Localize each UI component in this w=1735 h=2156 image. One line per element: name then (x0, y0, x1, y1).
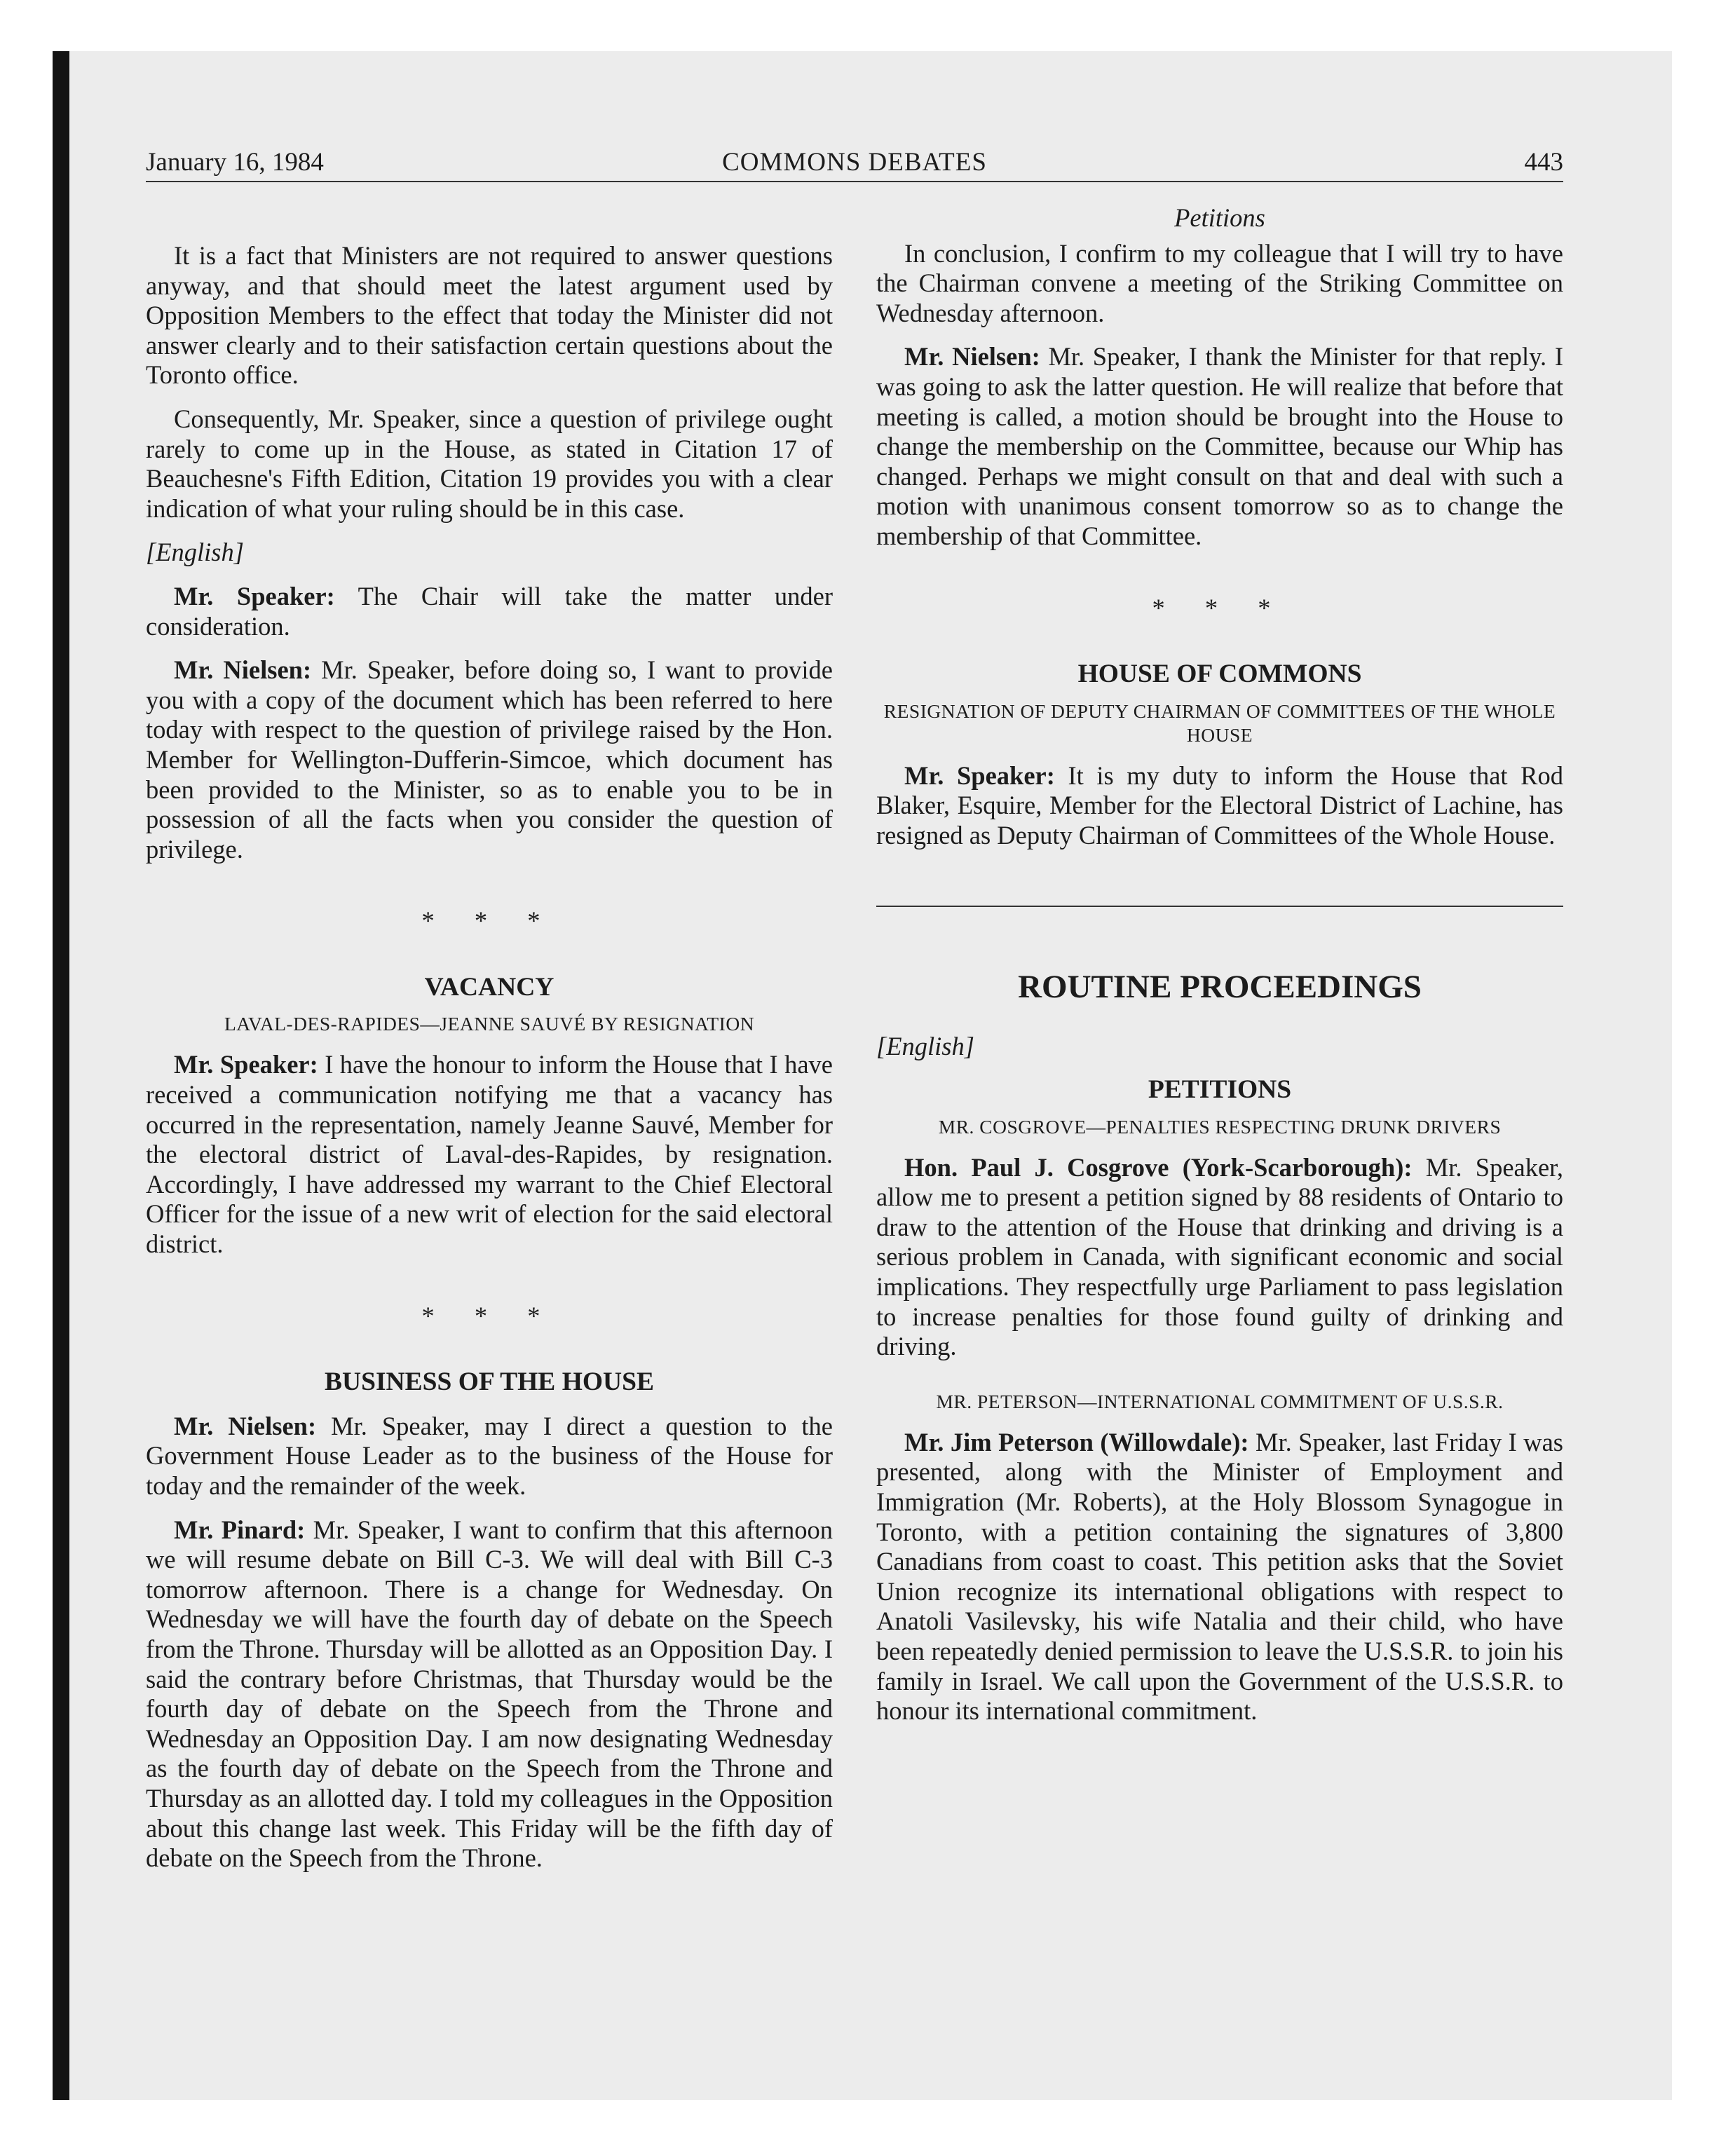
section-separator: * * * (1152, 593, 1288, 622)
section-subheading: MR. COSGROVE—PENALTIES RESPECTING DRUNK DRIVERS (938, 1115, 1502, 1138)
speech-paragraph (146, 655, 833, 864)
speech-paragraph (146, 1515, 833, 1874)
speech-paragraph (146, 582, 833, 641)
section-divider (876, 906, 1563, 907)
section-heading-business: BUSINESS OF THE HOUSE (325, 1367, 654, 1397)
left-column (146, 195, 833, 1874)
scan-edge-shadow (53, 51, 69, 2100)
speech-text: I have the honour to inform the House that I have received a communication notifying me that a vacancy has occurred in the representation, namely Jeanne Sauvé, Member for the electoral district of Laval-des-Rapides, by resignation. Accordingly, I have addressed my warrant to the Chief Electoral Officer for the issue of a new writ of election for the said electoral district. (146, 1050, 833, 1259)
speaker-name: Mr. Jim Peterson (Willowdale): (904, 1427, 1249, 1456)
speech-text: The Chair will take the matter under consideration. (146, 581, 833, 641)
section-heading-vacancy: VACANCY (424, 972, 554, 1002)
speech-paragraph (876, 1428, 1563, 1726)
section-subheading: LAVAL-DES-RAPIDES—JEANNE SAUVÉ BY RESIGNATION (224, 1013, 755, 1035)
section-heading-petitions: PETITIONS (1148, 1075, 1292, 1105)
speaker-name: Hon. Paul J. Cosgrove (York-Scarborough): (904, 1152, 1413, 1182)
speech-text: Mr. Speaker, before doing so, I want to provide you with a copy of the document which has been referred to here today with respect to the question of privilege raised by the Hon. Member for Wellington-Dufferin-Simcoe, which document has been provided to the Minister, so as to enable you to be in possession of all the facts when you consider the question of privilege. (146, 655, 833, 864)
section-subheading: MR. PETERSON—INTERNATIONAL COMMITMENT OF U.S.S.R. (936, 1390, 1504, 1412)
paragraph: In conclusion, I confirm to my colleague that I will try to have the Chairman convene a meeting of the Striking Committee on Wednesday afternoon. (876, 238, 1563, 327)
paragraph: It is a fact that Ministers are not required to answer questions anyway, and that should meet the latest argument used by Opposition Members to the effect that today the Minister did not answer clearly and to their satisfaction certain questions about the Toronto office. (146, 241, 833, 390)
speaker-name: Mr. Pinard: (174, 1515, 306, 1544)
running-head: Petitions (1174, 203, 1265, 232)
speech-text: Mr. Speaker, last Friday I was presented, along with the Minister of Employment and Immigration (Mr. Roberts), at the Holy Blossom Synagogue in Toronto, with a petition containing the signatures of 3,800 Canadians from coast to coast. This petition asks that the Soviet Union recognize its international obligations with respect to Anatoli Vasilevsky, his wife Natalia and their child, who have been repeatedly denied permission to leave the U.S.S.R. to join his family in Israel. We call upon the Government of the U.S.S.R. to honour its international commitment. (876, 1427, 1564, 1726)
speech-paragraph (146, 1412, 833, 1501)
speech-text: Mr. Speaker, I want to confirm that this afternoon we will resume debate on Bill C-3. We will deal with Bill C-3 tomorrow afternoon. There is a change for Wednesday. On Wednesday we will have the fourth day of debate on the Speech from the Throne. Thursday will be allotted as an Opposition Day. I said the contrary before Christmas, that Thursday would be the fourth day of debate on the Speech from the Throne and Wednesday an Opposition Day. I am now designating Wednesday as the fourth day of debate on the Speech from the Throne and Thursday as an allotted day. I told my colleagues in the Opposition about this change last week. This Friday will be the fifth day of debate on the Speech from the Throne. (146, 1515, 834, 1873)
section-separator: * * * (421, 1301, 557, 1330)
speaker-name: Mr. Nielsen: (174, 655, 312, 685)
speaker-name: Mr. Speaker: (904, 760, 1055, 790)
section-heading-house-of-commons: HOUSE OF COMMONS (1077, 660, 1362, 689)
language-marker: [English] (876, 1031, 974, 1060)
speech-paragraph (876, 342, 1563, 551)
speech-paragraph (146, 1050, 833, 1259)
section-heading-routine-proceedings: ROUTINE PROCEEDINGS (1018, 968, 1422, 1005)
header-page-number: 443 (1524, 148, 1563, 177)
page-header (146, 147, 1563, 182)
speech-text: Mr. Speaker, I thank the Minister for that reply. I was going to ask the latter question. He will realize that before that meeting is called, a motion should be brought into the House to change the membership on the Committee, because our Whip has changed. Perhaps we might consult on that and deal with such a motion with unanimous consent tomorrow so as to change the membership of that Committee. (876, 342, 1563, 550)
speech-text: Mr. Speaker, allow me to present a petition signed by 88 residents of Ontario to draw to the attention of the House that drinking and driving is a serious problem in Canada, with significant economic and social implications. They respectfully urge Parliament to pass legislation to increase penalties for those found guilty of drinking and driving. (876, 1152, 1563, 1361)
paragraph: Consequently, Mr. Speaker, since a question of privilege ought rarely to come up in the House, as stated in Citation 17 of Beauchesne's Fifth Edition, Citation 19 provides you with a clear indication of what your ruling should be in this case. (146, 404, 833, 523)
header-date: January 16, 1984 (146, 148, 324, 177)
speaker-name: Mr. Nielsen: (904, 342, 1040, 371)
section-subheading: RESIGNATION OF DEPUTY CHAIRMAN OF COMMITTEES OF THE WHOLE HOUSE (883, 700, 1556, 746)
speech-paragraph (876, 761, 1563, 851)
right-column (876, 195, 1563, 1726)
speaker-name: Mr. Speaker: (174, 581, 335, 610)
speech-text: It is my duty to inform the House that Rod Blaker, Esquire, Member for the Electoral District of Lachine, has resigned as Deputy Chairman of Committees of the Whole House. (876, 760, 1563, 850)
speaker-name: Mr. Speaker: (174, 1050, 318, 1079)
language-marker: [English] (146, 538, 244, 567)
speech-paragraph (876, 1153, 1563, 1362)
speech-text: Mr. Speaker, may I direct a question to the Government House Leader as to the business of the House for today and the remainder of the week. (146, 1411, 833, 1500)
section-separator: * * * (421, 906, 557, 936)
header-title: COMMONS DEBATES (722, 148, 987, 177)
speaker-name: Mr. Nielsen: (174, 1411, 317, 1440)
